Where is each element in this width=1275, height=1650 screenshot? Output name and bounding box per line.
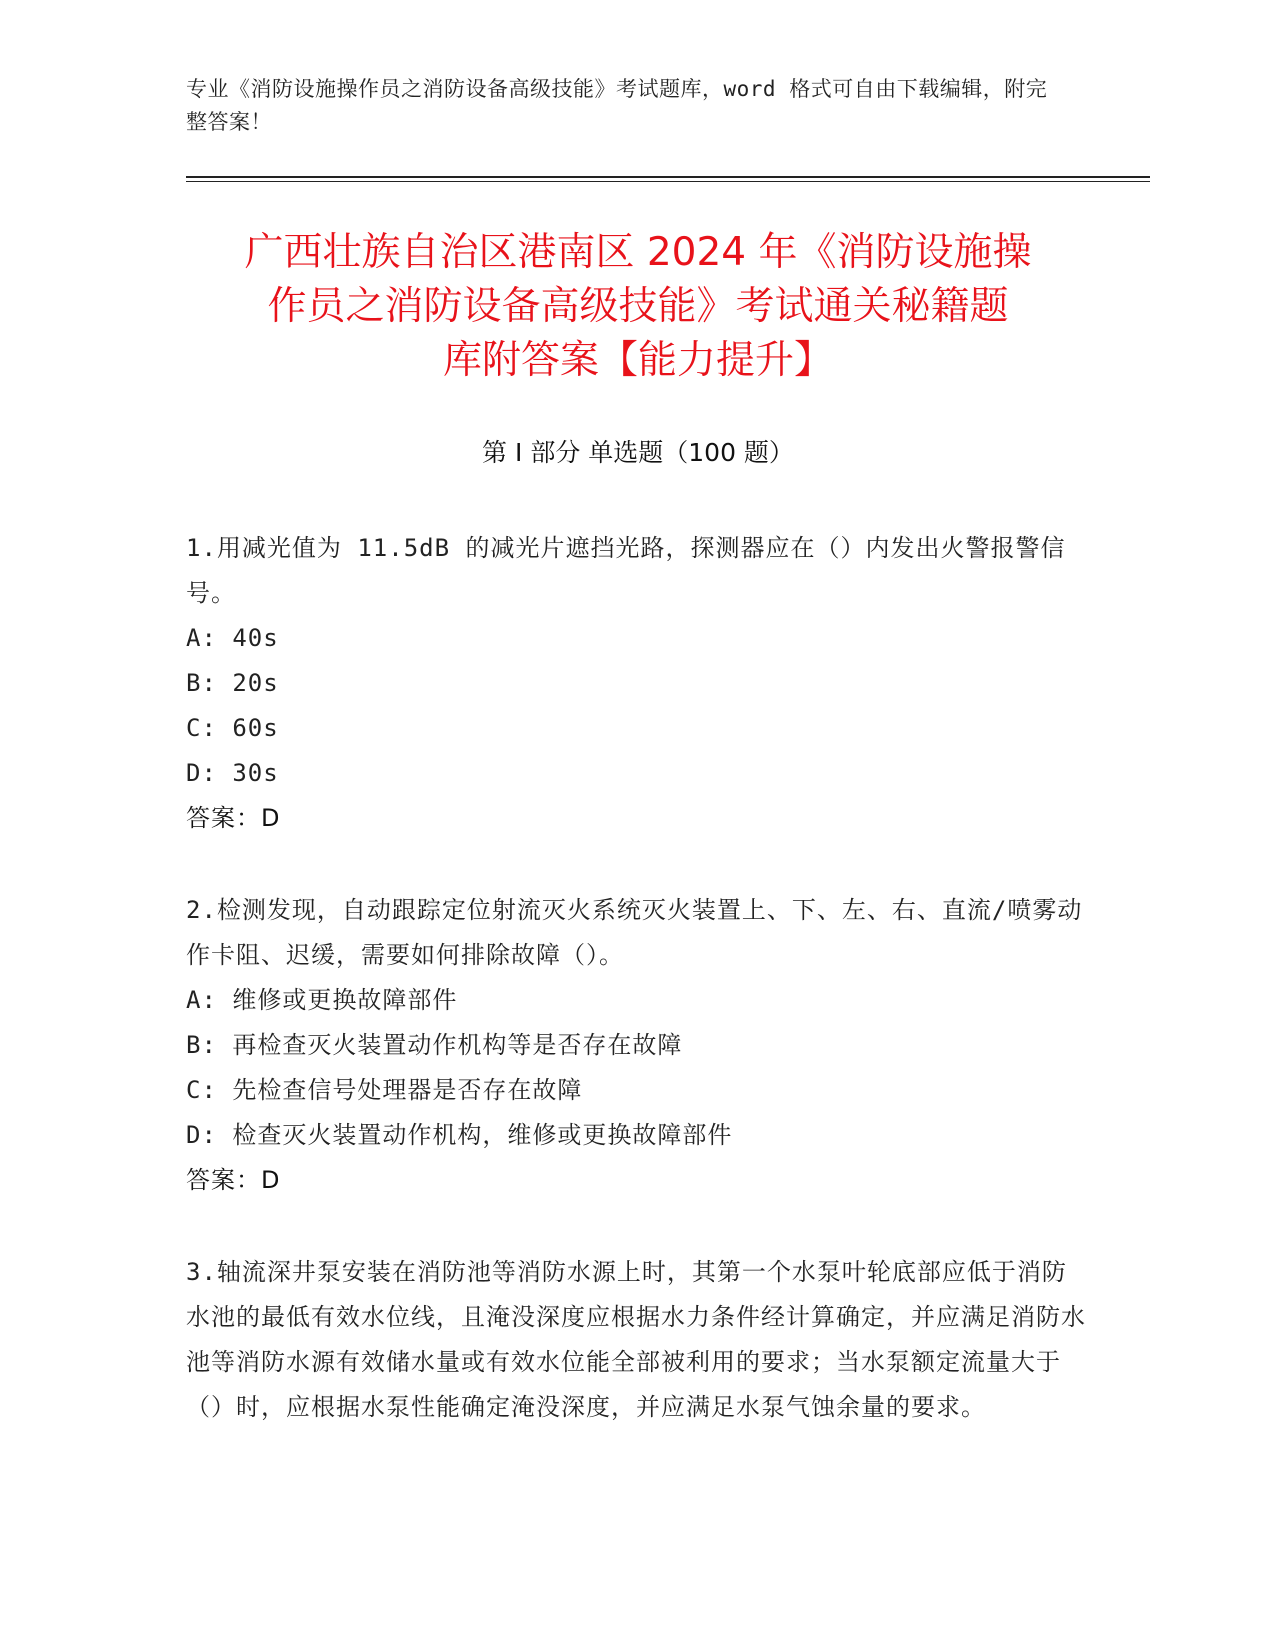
- question-stem: 3.轴流深井泵安装在消防池等消防水源上时，其第一个水泵叶轮底部应低于消防水池的最低有效水位线，且淹没深度应根据水力条件经计算确定，并应满足消防水池等消防水源有效储水量或有效水位能全部被利用的要求；当水泵额定流量大于（）时，应根据水泵性能确定淹没深度，并应满足水泵气蚀余量的要求。: [186, 1258, 1086, 1421]
- header-divider-thin: [186, 181, 1150, 182]
- header-note: 专业《消防设施操作员之消防设备高级技能》考试题库，word 格式可自由下载编辑，附完整答案！: [186, 77, 1048, 134]
- question-option: D: 检查灭火装置动作机构，维修或更换故障部件: [186, 1121, 733, 1149]
- question-stem: 1.用减光值为 11.5dB 的减光片遮挡光路，探测器应在（）内发出火警报警信号。: [186, 534, 1066, 607]
- question-option: C: 60s: [186, 714, 279, 742]
- document-title-line: 作员之消防设备高级技能》考试通关秘籍题: [267, 284, 1009, 329]
- question-option: B: 再检查灭火装置动作机构等是否存在故障: [186, 1031, 683, 1059]
- question-option: A: 40s: [186, 624, 279, 652]
- document-title: [186, 226, 1090, 388]
- question-answer: 答案：D: [186, 1166, 281, 1194]
- question-2: [186, 888, 1090, 1203]
- question-option: A: 维修或更换故障部件: [186, 986, 458, 1014]
- question-option: C: 先检查信号处理器是否存在故障: [186, 1076, 583, 1104]
- question-option: B: 20s: [186, 669, 279, 697]
- question-answer: 答案：D: [186, 804, 281, 832]
- section-heading: 第 I 部分 单选题（100 题）: [482, 438, 794, 467]
- document-title-line: 广西壮族自治区港南区 2024 年《消防设施操: [244, 230, 1032, 275]
- question-stem: 2.检测发现，自动跟踪定位射流灭火系统灭火装置上、下、左、右、直流/喷雾动作卡阻、迟缓，需要如何排除故障（）。: [186, 896, 1083, 969]
- document-title-line: 库附答案【能力提升】: [442, 338, 833, 383]
- header-divider-thick: [186, 176, 1150, 178]
- question-option: D: 30s: [186, 759, 279, 787]
- question-1: [186, 526, 1090, 841]
- question-3: [186, 1250, 1090, 1430]
